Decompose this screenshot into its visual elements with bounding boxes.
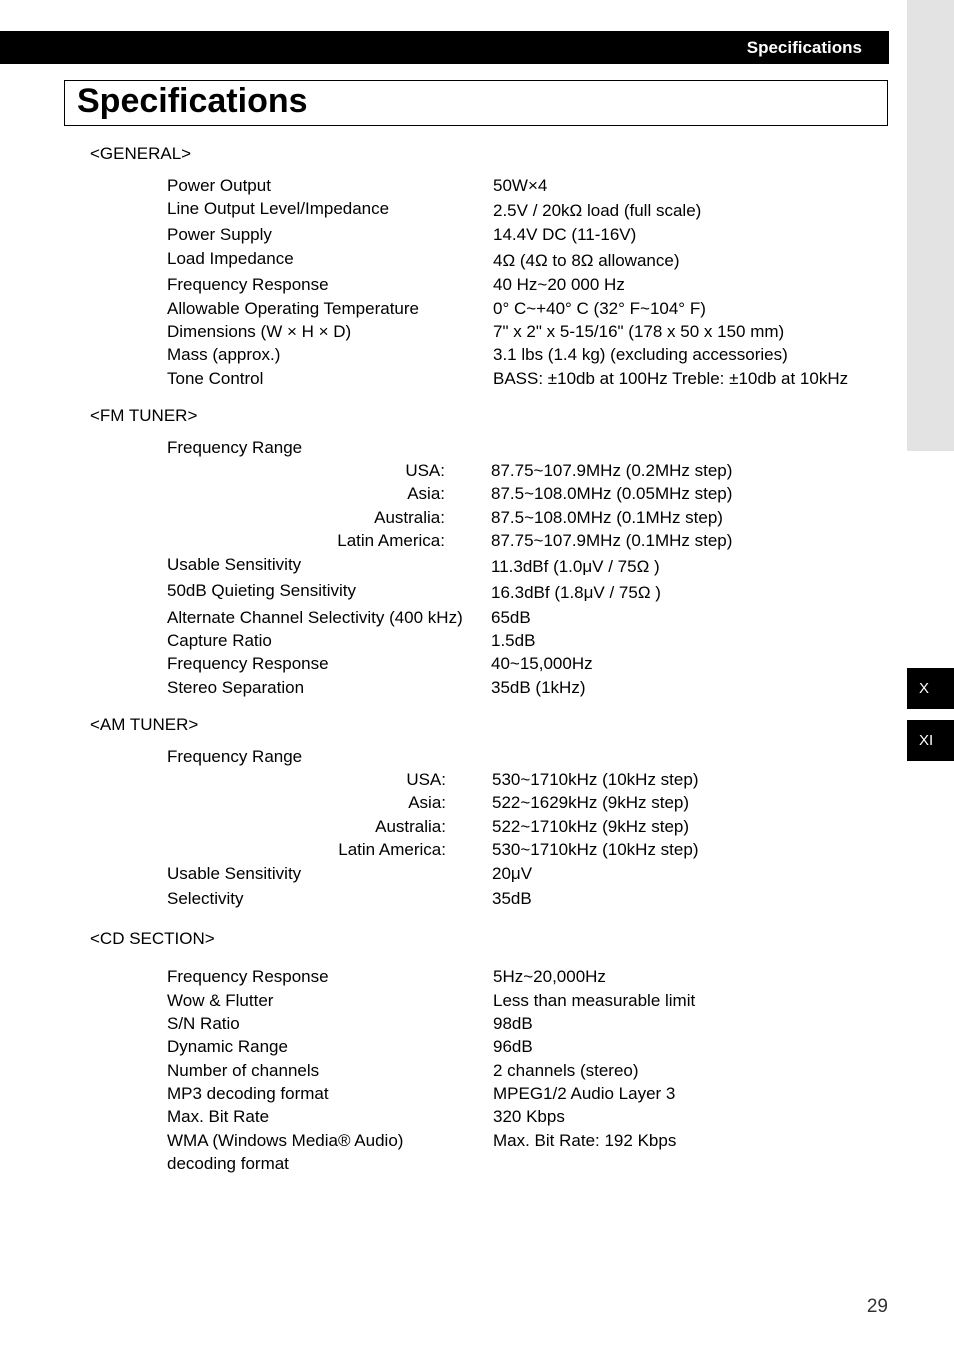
spec-value: Less than measurable limit	[493, 991, 696, 1010]
spec-value: MPEG1/2 Audio Layer 3	[493, 1084, 676, 1103]
spec-value: 320 Kbps	[493, 1107, 565, 1126]
spec-value: 35dB (1kHz)	[491, 678, 586, 697]
region-label: USA:	[405, 461, 445, 480]
spec-value: 522~1629kHz (9kHz step)	[492, 793, 690, 812]
title-box	[64, 80, 888, 126]
spec-value: 40~15,000Hz	[491, 654, 593, 673]
spec-label: MP3 decoding format	[167, 1084, 329, 1103]
spec-value: BASS: ±10db at 100Hz Treble: ±10db at 10kHz	[493, 369, 849, 388]
spec-value: 1.5dB	[491, 631, 536, 650]
header-bar	[0, 31, 889, 64]
section-heading-am-tuner: <AM TUNER>	[90, 715, 199, 734]
spec-label: Mass (approx.)	[167, 345, 281, 364]
spec-value: 530~1710kHz (10kHz step)	[492, 840, 699, 859]
spec-value: 4Ω (4Ω to 8Ω allowance)	[493, 251, 680, 270]
spec-label: Dynamic Range	[167, 1037, 288, 1056]
side-strip	[907, 0, 954, 451]
spec-label: Line Output Level/Impedance	[167, 199, 390, 218]
spec-value: 530~1710kHz (10kHz step)	[492, 770, 699, 789]
region-label: Latin America:	[338, 840, 446, 859]
spec-value: 2.5V / 20kΩ load (full scale)	[493, 201, 702, 220]
spec-label: Capture Ratio	[167, 631, 272, 650]
spec-value: 87.5~108.0MHz (0.1MHz step)	[491, 508, 723, 527]
spec-label: Usable Sensitivity	[167, 555, 302, 574]
spec-value: 96dB	[493, 1037, 533, 1056]
spec-value: 3.1 lbs (1.4 kg) (excluding accessories)	[493, 345, 788, 364]
spec-label: WMA (Windows Media® Audio)	[167, 1131, 404, 1150]
page-title: Specifications	[77, 82, 308, 120]
spec-value: 5Hz~20,000Hz	[493, 967, 606, 986]
spec-value: 7" x 2" x 5-15/16" (178 x 50 x 150 mm)	[493, 322, 785, 341]
spec-label: S/N Ratio	[167, 1014, 240, 1033]
section-heading-cd-section: <CD SECTION>	[90, 929, 215, 948]
spec-label: Max. Bit Rate	[167, 1107, 270, 1126]
spec-label: Load Impedance	[167, 249, 294, 268]
spec-label: Selectivity	[167, 889, 244, 908]
region-label: Asia:	[407, 484, 445, 503]
spec-label: Frequency Response	[167, 654, 329, 673]
spec-value: 40 Hz~20 000 Hz	[493, 275, 625, 294]
spec-label: Dimensions (W × H × D)	[167, 322, 352, 341]
spec-value: 16.3dBf (1.8μV / 75Ω )	[491, 583, 661, 602]
spec-label: Frequency Range	[167, 438, 303, 457]
section-heading-fm-tuner: <FM TUNER>	[90, 406, 198, 425]
spec-value: Max. Bit Rate: 192 Kbps	[493, 1131, 677, 1150]
region-label: Asia:	[408, 793, 446, 812]
region-label: Latin America:	[337, 531, 445, 550]
spec-label: Allowable Operating Temperature	[167, 299, 419, 318]
spec-label: Frequency Response	[167, 275, 329, 294]
spec-label: Frequency Response	[167, 967, 329, 986]
spec-label: 50dB Quieting Sensitivity	[167, 581, 356, 600]
spec-value: 65dB	[491, 608, 531, 627]
spec-value: 87.5~108.0MHz (0.05MHz step)	[491, 484, 733, 503]
spec-label: Wow & Flutter	[167, 991, 274, 1010]
spec-label: Tone Control	[167, 369, 264, 388]
header-section-label: Specifications	[746, 38, 862, 57]
section-heading-general: <GENERAL>	[90, 144, 192, 163]
spec-label: Power Output	[167, 176, 271, 195]
spec-label: Stereo Separation	[167, 678, 305, 697]
side-tab-x[interactable]: X	[907, 668, 954, 709]
spec-label: Number of channels	[167, 1061, 320, 1080]
spec-value: 20μV	[492, 864, 533, 883]
spec-value: 98dB	[493, 1014, 533, 1033]
spec-value: 0° C~+40° C (32° F~104° F)	[493, 299, 706, 318]
spec-value: 2 channels (stereo)	[493, 1061, 639, 1080]
spec-value: 522~1710kHz (9kHz step)	[492, 817, 690, 836]
spec-label: Power Supply	[167, 225, 272, 244]
spec-value: 11.3dBf (1.0μV / 75Ω )	[491, 557, 660, 576]
spec-label: Frequency Range	[167, 747, 303, 766]
spec-value: 35dB	[492, 889, 532, 908]
spec-value: 87.75~107.9MHz (0.2MHz step)	[491, 461, 733, 480]
page-number: 29	[866, 1296, 888, 1317]
spec-value: 87.75~107.9MHz (0.1MHz step)	[491, 531, 733, 550]
spec-label: Alternate Channel Selectivity (400 kHz)	[167, 608, 463, 627]
region-label: USA:	[406, 770, 446, 789]
side-tab-xi[interactable]: XI	[907, 720, 954, 761]
spec-label: Usable Sensitivity	[167, 864, 302, 883]
region-label: Australia:	[374, 508, 445, 527]
spec-label-continuation: decoding format	[167, 1154, 289, 1173]
spec-value: 14.4V DC (11-16V)	[493, 225, 637, 244]
region-label: Australia:	[375, 817, 446, 836]
spec-value: 50W×4	[493, 176, 548, 195]
